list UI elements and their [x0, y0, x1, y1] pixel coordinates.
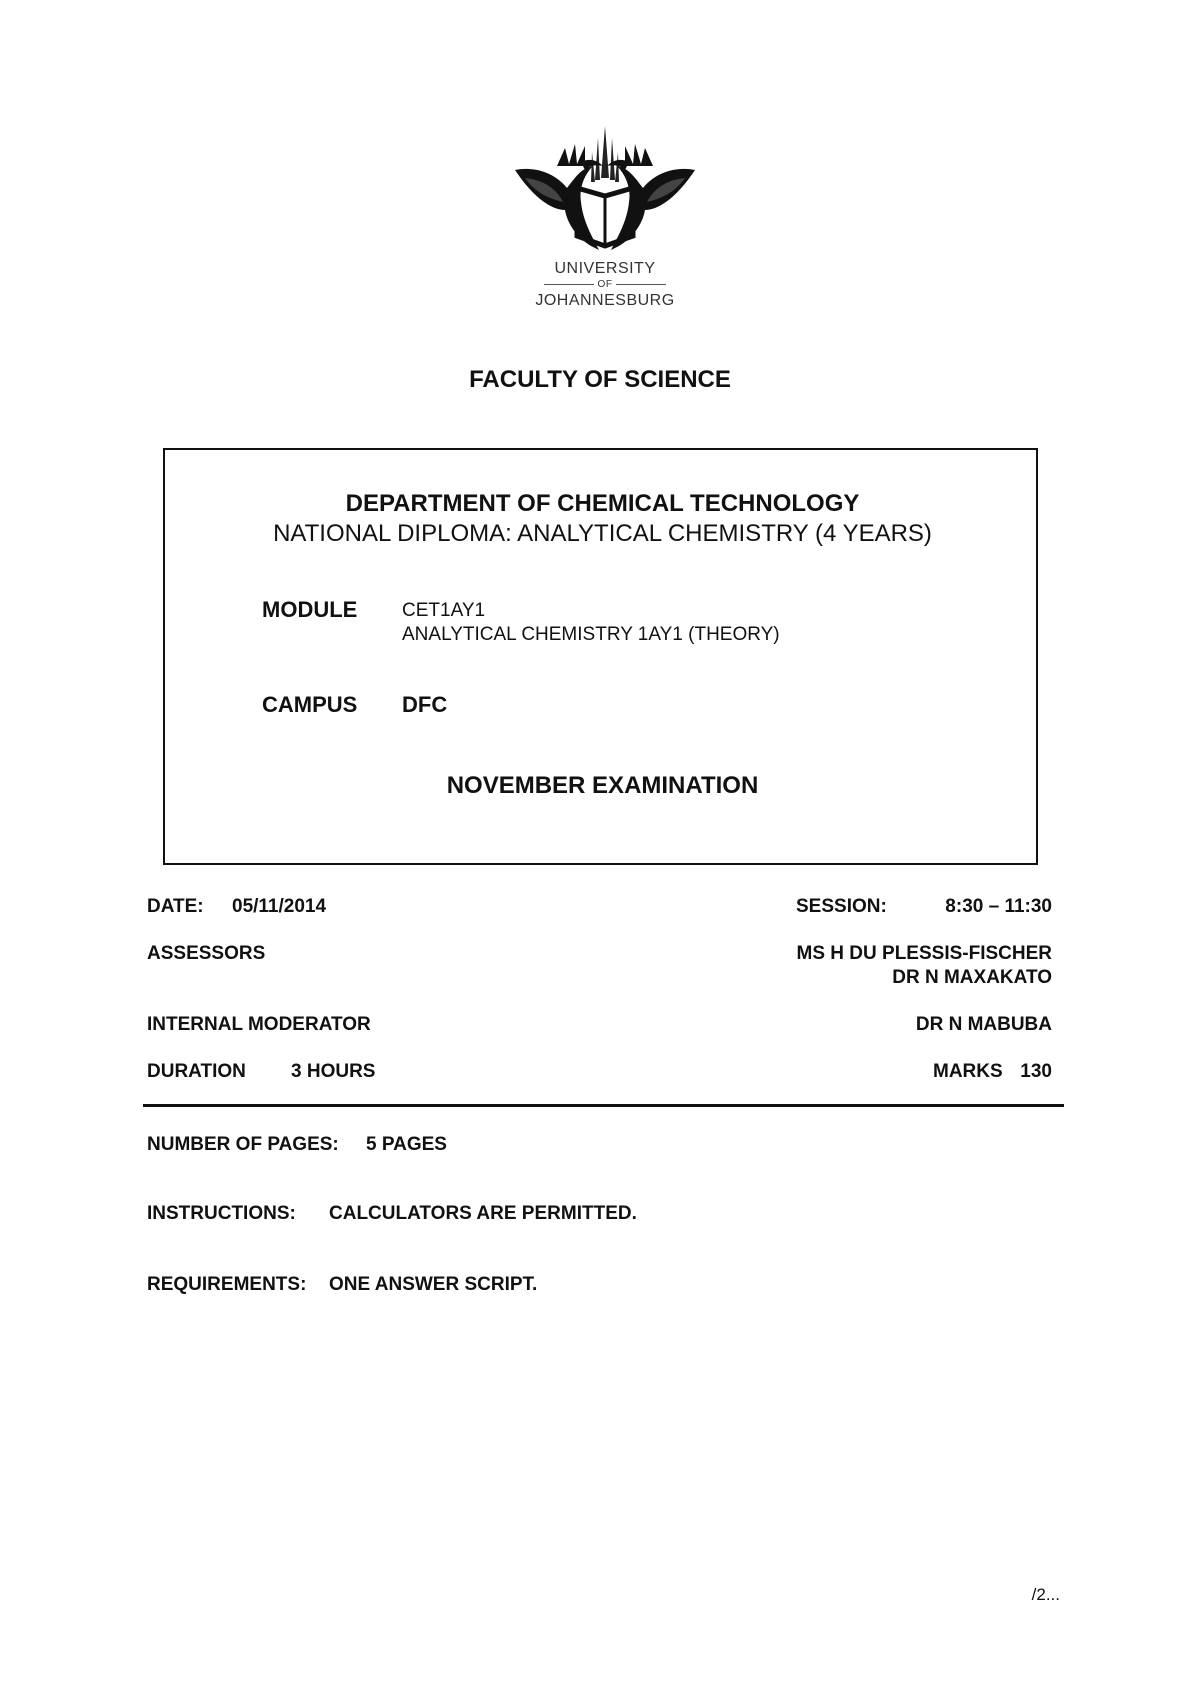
pages-label: NUMBER OF PAGES:	[147, 1134, 339, 1155]
moderator-label: INTERNAL MODERATOR	[147, 1014, 371, 1035]
faculty-heading: FACULTY OF SCIENCE	[469, 366, 731, 393]
logo-of-text: OF	[597, 279, 613, 290]
session-value: 8:30 – 11:30	[945, 896, 1052, 917]
logo-line-johannesburg: JOHANNESBURG	[535, 292, 675, 309]
assessor-2: DR N MAXAKATO	[892, 967, 1052, 988]
campus-value: DFC	[402, 692, 448, 717]
duration-value: 3 HOURS	[291, 1061, 376, 1082]
campus-label: CAMPUS	[262, 692, 358, 717]
exam-title: NOVEMBER EXAMINATION	[446, 772, 759, 799]
session-label: SESSION:	[796, 896, 887, 917]
module-label: MODULE	[262, 597, 358, 622]
logo-line-university: UNIVERSITY	[554, 260, 656, 277]
moderator-value: DR N MABUBA	[915, 1014, 1052, 1035]
pages-value: 5 PAGES	[366, 1134, 447, 1155]
assessor-1: MS H DU PLESSIS-FISCHER	[796, 943, 1052, 964]
instructions-value: CALCULATORS ARE PERMITTED.	[329, 1203, 637, 1224]
requirements-value: ONE ANSWER SCRIPT.	[329, 1274, 538, 1295]
department-title: DEPARTMENT OF CHEMICAL TECHNOLOGY	[345, 490, 860, 517]
requirements-label: REQUIREMENTS:	[147, 1274, 307, 1295]
assessors-label: ASSESSORS	[147, 943, 266, 964]
programme-title: NATIONAL DIPLOMA: ANALYTICAL CHEMISTRY (4 YEARS)	[273, 520, 932, 547]
university-logo	[495, 118, 715, 318]
date-label: DATE:	[147, 896, 204, 917]
date-value: 05/11/2014	[232, 896, 327, 917]
section-divider	[143, 1104, 1064, 1107]
department-box	[163, 448, 1038, 865]
logo-line-of	[495, 279, 715, 290]
duration-label: DURATION	[147, 1061, 246, 1082]
marks-label: MARKS	[933, 1061, 1003, 1082]
page-continuation: /2...	[1031, 1585, 1060, 1604]
marks-value: 130	[1020, 1061, 1052, 1082]
module-name: ANALYTICAL CHEMISTRY 1AY1 (THEORY)	[402, 624, 780, 645]
module-code: CET1AY1	[402, 600, 486, 621]
instructions-label: INSTRUCTIONS:	[147, 1203, 296, 1224]
